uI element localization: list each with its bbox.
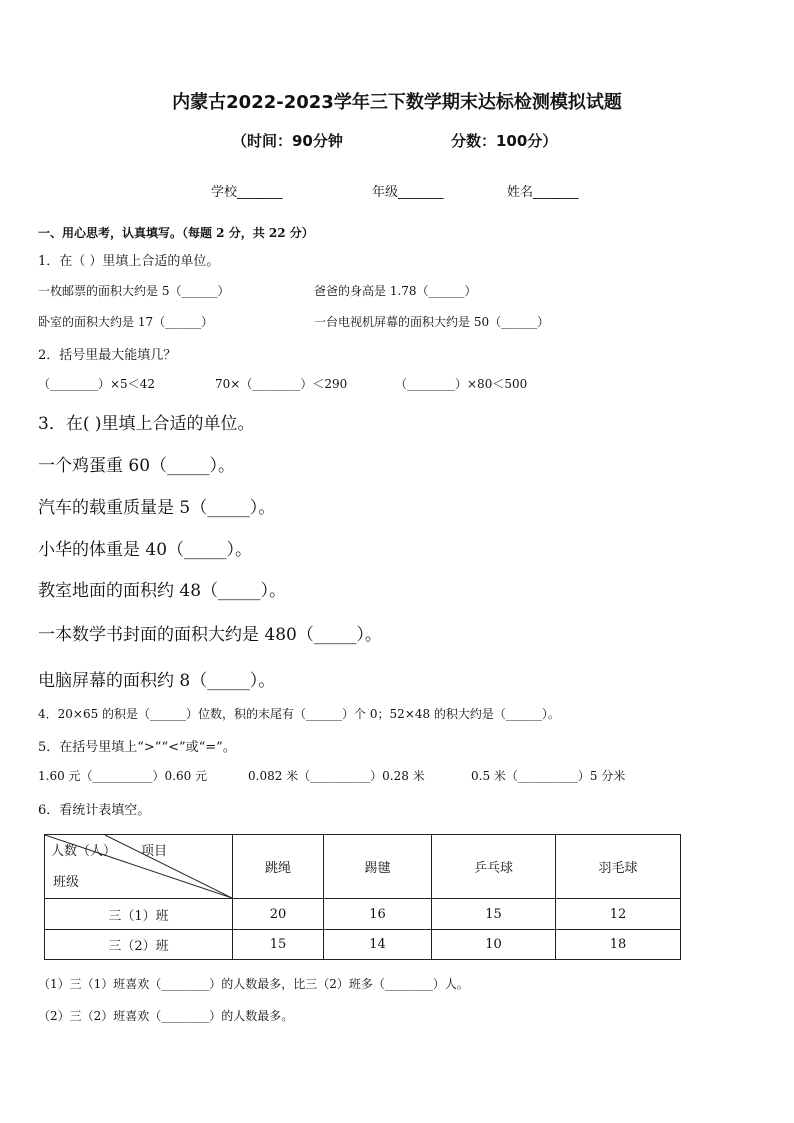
q3-item: 一个鸡蛋重 60（_____）。: [38, 456, 236, 476]
name-field: 姓名_______: [507, 185, 579, 200]
page-title: 内蒙古2022-2023学年三下数学期末达标检测模拟试题: [172, 92, 622, 113]
q2-stem: 2．括号里最大能填几？: [38, 348, 177, 363]
q1-item-c: 卧室的面积大约是 17（______）: [38, 315, 214, 329]
school-field: 学校_______: [211, 185, 283, 200]
table-row: [45, 930, 681, 960]
q3-item: 电脑屏幕的面积约 8（_____）。: [38, 671, 276, 691]
table-cell: 14: [324, 930, 432, 960]
q6-stem: 6．看统计表填空。: [38, 803, 151, 818]
row-label: 三（1）班: [45, 899, 233, 930]
diagonal-header-cell: [45, 835, 233, 899]
stats-table: [44, 834, 681, 960]
q5-item-a: 1.60 元（__________）0.60 元: [38, 769, 208, 783]
table-cell: 15: [233, 930, 324, 960]
q3-item: 一本数学书封面的面积大约是 480（_____）。: [38, 625, 382, 645]
q6-sub-2: （2）三（2）班喜欢（________）的人数最多。: [38, 1009, 294, 1023]
row-label: 三（2）班: [45, 930, 233, 960]
table-row: [45, 899, 681, 930]
q6-sub-1: （1）三（1）班喜欢（________）的人数最多，比三（2）班多（________）人。: [38, 977, 469, 991]
q1-stem: 1．在（ ）里填上合适的单位。: [38, 254, 220, 269]
table-cell: 16: [324, 899, 432, 930]
column-header: 踢毽: [324, 835, 432, 899]
q5-stem: 5．在括号里填上“>”“<”或“=”。: [38, 740, 236, 755]
q2-item-c: （________）×80＜500: [395, 377, 528, 391]
q1-item-a: 一枚邮票的面积大约是 5（______）: [38, 284, 230, 298]
table-header-row: [45, 835, 681, 899]
table-cell: 15: [432, 899, 556, 930]
q1-item-b: 爸爸的身高是 1.78（______）: [314, 284, 477, 298]
q2-item-b: 70×（________）＜290: [215, 377, 348, 391]
q3-item: 教室地面的面积约 48（_____）。: [38, 581, 287, 601]
table-cell: 12: [556, 899, 681, 930]
exam-score: 分数：100分）: [451, 132, 558, 150]
corner-class-label: 班级: [53, 875, 80, 890]
table-cell: 18: [556, 930, 681, 960]
q4-text: 4．20×65 的积是（______）位数，积的末尾有（______）个 0；52×48 的积大约是（______）。: [38, 707, 560, 721]
exam-time: （时间：90分钟: [232, 132, 343, 150]
table-cell: 20: [233, 899, 324, 930]
q2-item-a: （________）×5＜42: [38, 377, 155, 391]
table-cell: 10: [432, 930, 556, 960]
grade-field: 年级_______: [372, 185, 444, 200]
q5-item-c: 0.5 米（__________）5 分米: [471, 769, 626, 783]
column-header: 跳绳: [233, 835, 324, 899]
corner-count-label: 人数（人）: [51, 844, 117, 859]
q3-item: 汽车的载重质量是 5（_____）。: [38, 498, 276, 518]
q5-item-b: 0.082 米（__________）0.28 米: [248, 769, 425, 783]
column-header: 乒乓球: [432, 835, 556, 899]
q3-stem: 3．在( )里填上合适的单位。: [38, 414, 255, 434]
corner-item-label: 项目: [141, 844, 168, 859]
column-header: 羽毛球: [556, 835, 681, 899]
section-heading: 一、用心思考，认真填写。（每题 2 分，共 22 分）: [38, 226, 314, 240]
q3-item: 小华的体重是 40（_____）。: [38, 540, 253, 560]
q1-item-d: 一台电视机屏幕的面积大约是 50（______）: [314, 315, 550, 329]
